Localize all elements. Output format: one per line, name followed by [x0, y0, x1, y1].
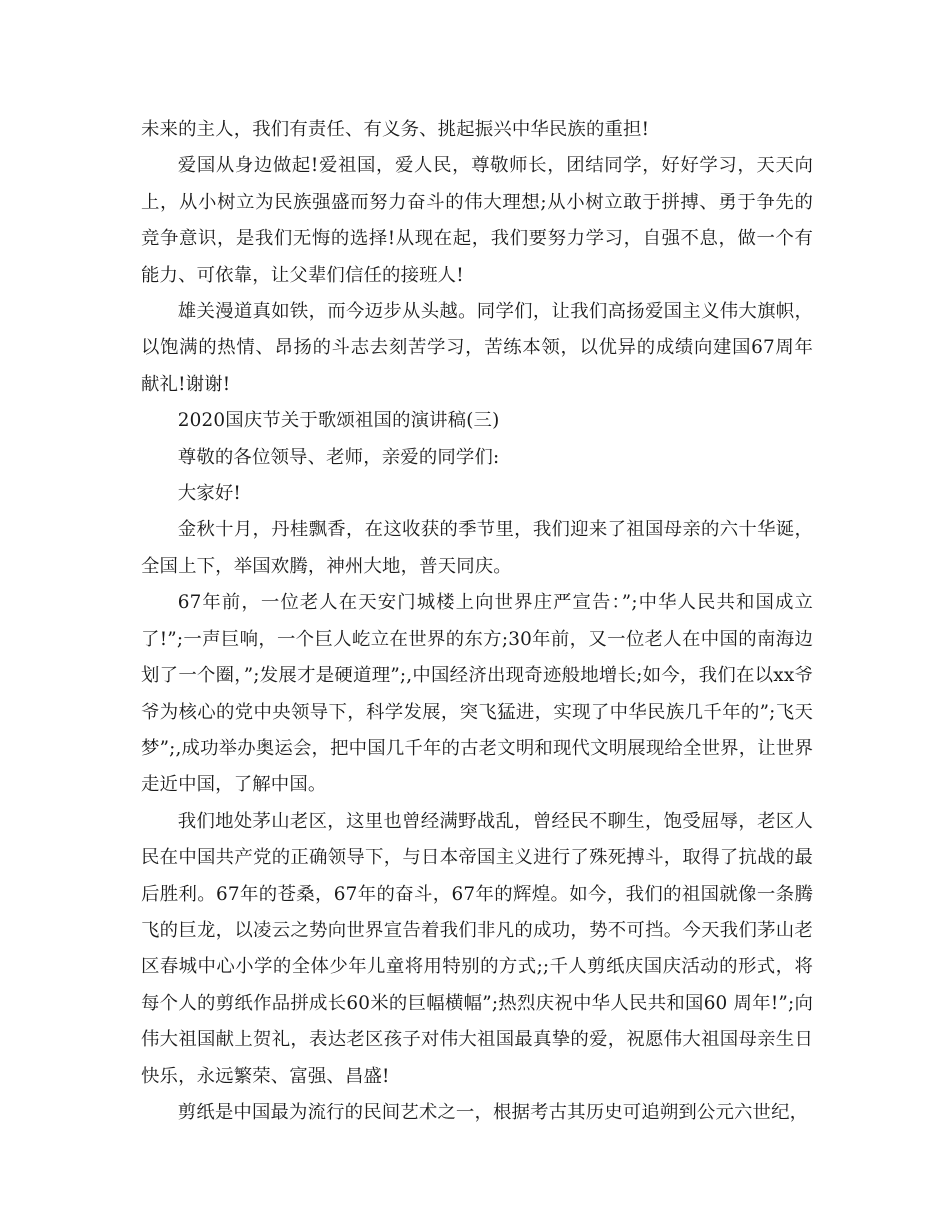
paragraph: 剪纸是中国最为流行的民间艺术之一，根据考古其历史可追朔到公元六世纪，: [177, 1101, 809, 1123]
paragraph: 未来的主人，我们有责任、有义务、挑起振兴中华民族的重担!: [141, 119, 650, 140]
paragraph: 67年前，一位老人在天安门城楼上向世界庄严宣告：”;中华人民共和国成立了!”;一声巨响，一个巨人屹立在世界的东方;30年前，又一位老人在中国的南海边划了一个圈，”;发展才是硬道理”;,中国经济出现奇迹般地增长;如今，我们在以xx爷爷为核心的党中央领导下，科学发展，突飞猛进，实现了中华民族几千年的”;飞天梦”;,成功举办奥运会，把中国几千年的古老文明和现代文明展现给全世界，让世界走近中国，了解中国。: [141, 592, 813, 796]
greeting: 大家好!: [177, 483, 241, 505]
document-body: [141, 112, 813, 1131]
paragraph: 雄关漫道真如铁，而今迈步从头越。同学们，让我们高扬爱国主义伟大旗帜，以饱满的热情、昂扬的斗志去刻苦学习，苦练本领，以优异的成绩向建国67周年献礼!谢谢!: [141, 301, 813, 395]
paragraph: 我们地处茅山老区，这里也曾经满野战乱，曾经民不聊生，饱受屈辱，老区人民在中国共产党的正确领导下，与日本帝国主义进行了殊死搏斗，取得了抗战的最后胜利。67年的苍桑，67年的奋斗，67年的辉煌。如今，我们的祖国就像一条腾飞的巨龙，以凌云之势向世界宣告着我们非凡的成功，势不可挡。今天我们茅山老区春城中心小学的全体少年儿童将用特别的方式;;千人剪纸庆国庆活动的形式，将每个人的剪纸作品拼成长60米的巨幅横幅”;热烈庆祝中华人民共和国60 周年!”;向伟大祖国献上贺礼，表达老区孩子对伟大祖国最真挚的爱，祝愿伟大祖国母亲生日快乐，永远繁荣、富强、昌盛!: [141, 810, 813, 1087]
paragraph: 爱国从身边做起!爱祖国，爱人民，尊敬师长，团结同学，好好学习，天天向上，从小树立为民族强盛而努力奋斗的伟大理想;从小树立敢于拼搏、勇于争先的竞争意识，是我们无悔的选择!从现在起，我们要努力学习，自强不息，做一个有能力、可依靠，让父辈们信任的接班人!: [141, 155, 813, 286]
paragraph: 金秋十月，丹桂飘香，在这收获的季节里，我们迎来了祖国母亲的六十华诞，全国上下，举国欢腾，神州大地，普天同庆。: [141, 519, 813, 577]
salutation: 尊敬的各位领导、老师，亲爱的同学们:: [177, 446, 500, 468]
section-heading: 2020国庆节关于歌颂祖国的演讲稿(三): [177, 410, 500, 432]
